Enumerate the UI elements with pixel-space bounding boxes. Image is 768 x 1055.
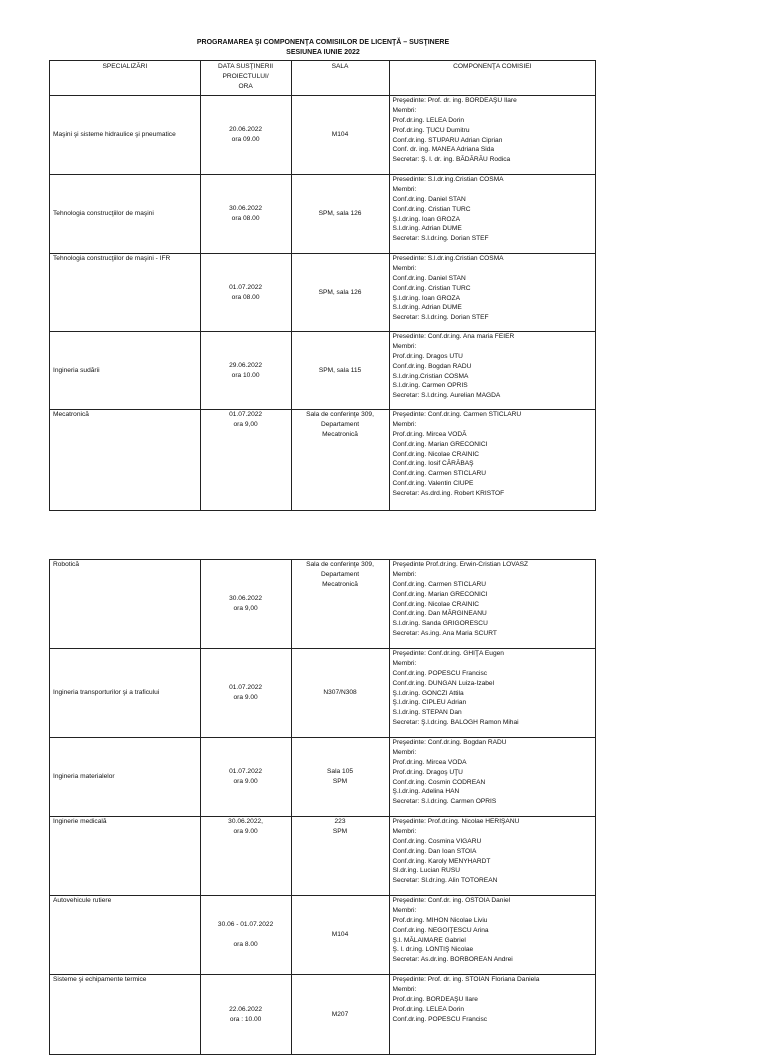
time-text: ora 9.00 [233,694,258,701]
committee-line: Prof.dr.ing. BORDEAŞU Ilare [392,995,478,1003]
header-room: SALA [291,61,389,96]
time-text: ora 10.00 [231,371,260,379]
date-text: 29.06.2022 [229,361,263,369]
committee-line: Conf.dr.ing. Karoly MENYHARDT [392,857,491,865]
committee-line: Prof.dr.ing. Dragos UTU [392,352,463,360]
committee-line: Conf.dr.ing. Daniel STAN [392,274,466,282]
room-cell [291,560,389,649]
room-cell [291,410,389,511]
room-cell [291,738,389,817]
date-cell [200,96,291,175]
date-text: 01.07.2022 [229,684,263,692]
room-line: 223 [334,818,346,825]
table-row [50,96,596,175]
committee-line: Prof.dr.ing. Mircea VODĂ [392,430,467,438]
committee-line: Membri: [392,264,417,272]
committee-line: Sl.dr.ing. Lucian RUSU [392,867,460,875]
room-line: Sala de conferinţe 309, [306,411,374,418]
committee-line: Secretar: S.l.dr.ing. Aurelian MAGDA [392,392,501,400]
time-text: ora 9.00 [233,827,258,835]
specialization-cell: Tehnologia construcţiilor de maşini [50,175,201,254]
room-cell: M104 [291,96,389,175]
committee-line: Conf.dr.ing. Dan Ioan STOIA [392,847,477,855]
committee-cell [389,254,595,332]
table-row [50,254,596,332]
committee-cell [389,175,595,254]
room-line: SPM [332,778,348,785]
table-row [50,560,596,649]
spacer [204,930,288,940]
time-text: ora 9,00 [233,420,258,428]
committee-line: S.l.dr.ing.Cristian COSMA [392,372,469,380]
date-text: 30.06.2022 [229,595,263,603]
committee-cell [389,975,595,1055]
specialization-cell: Autovehicule rutiere [50,896,201,975]
committee-line: Ş.l.dr.ing. GONCZI Attila [392,689,464,697]
committee-line: Secretar: S.l.dr.ing. Carmen OPRIS [392,798,497,806]
committee-line: Secretar: Ş.l.dr.ing. BALOGH Ramon Mihai [392,719,519,727]
committee-line: Conf.dr.ing. Cosmina VIGARU [392,837,482,845]
committee-line: Prof.dr.ing. LELEA Dorin [392,1005,465,1013]
room-cell: N307/N308 [291,649,389,738]
committee-line: Presedinte: Conf.dr.ing. Ana maria FEIER [392,333,515,340]
committee-line: Ş. l. dr.ing. LONTIŞ Nicolae [392,946,474,954]
committee-line: Secretar: S.l.dr.ing. Dorian STEF [392,235,489,243]
date-cell [200,175,291,254]
committee-line: Ş.l.dr.ing. Ioan GROZA [392,215,460,223]
committee-cell [389,738,595,817]
header-date-line1: DATA SUSŢINERII [218,63,274,70]
committee-line: Membri: [392,827,417,835]
specialization-cell: Ingineria transporturilor şi a traficului [50,649,201,738]
room-line: Mecatronică [322,580,358,588]
committee-line: Secretar: As.dr.ing. BORBOREAN Andrei [392,956,513,964]
table-row [50,817,596,896]
committee-cell [389,817,595,896]
committee-line: Conf.dr.ing. Daniel STAN [392,195,466,203]
committee-cell [389,410,595,511]
table-header-row [50,61,596,96]
committee-cell [389,560,595,649]
committee-line: S.l.dr.ing. Carmen OPRIS [392,382,468,390]
date-text: 30.06.2022, [228,818,264,825]
date-cell [200,817,291,896]
time-text: ora 08.00 [231,215,260,222]
date-text: 22.06.2022 [229,1005,263,1013]
committee-line: Conf.dr.ing. POPESCU Francisc [392,669,488,677]
header-date-line3: ORA [238,82,253,90]
room-cell: SPM, sala 126 [291,175,389,254]
committee-line: Preşedinte: Prof. dr. ing. STOIAN Floriana Daniela [392,976,540,983]
schedule-table-1 [49,60,596,511]
committee-line: Prof.dr.ing. ŢUCU Dumitru [392,126,470,134]
document-title: PROGRAMAREA ŞI COMPONENŢA COMISIILOR DE LICENŢĂ – SUSŢINERE [196,39,450,46]
date-cell [200,738,291,817]
room-cell: M104 [291,896,389,975]
committee-cell [389,332,595,410]
date-cell [200,896,291,975]
committee-line: Conf.dr.ing. STUPARU Adrian Ciprian [392,136,503,144]
committee-line: Preşedinte: Conf.dr. ing. OSTOIA Daniel [392,897,511,904]
committee-line: Conf.dr.ing. DUNGAN Luiza-Izabel [392,679,495,687]
committee-line: Conf.dr.ing. Marian GRECONICI [392,440,488,448]
committee-line: Membri: [392,906,417,914]
table-row [50,175,596,254]
committee-line: Secretar: As.drd.ing. Robert KRISTOF [392,490,505,498]
header-committee: COMPONENŢA COMISIEI [389,61,595,96]
committee-line: Prof.dr.ing. Dragoş UŢU [392,768,463,776]
specialization-cell: Robotică [50,560,201,649]
committee-line: Membri: [392,985,417,993]
specialization-cell: Ingineria sudării [50,332,201,410]
committee-line: Conf.dr.ing. POPESCU Francisc [392,1015,488,1023]
table-row [50,896,596,975]
committee-line: Conf.dr.ing. Carmen STICLARU [392,470,486,478]
committee-line: Conf.dr.ing. Bogdan RADU [392,362,472,370]
header-specialization: SPECIALIZĂRI [50,61,201,96]
date-cell [200,560,291,649]
room-line: Sala de conferinţe 309, [306,561,374,568]
specialization-cell: Tehnologia construcţiilor de maşini - IFR [50,254,201,332]
header-date [200,61,291,96]
time-text: ora : 10.00 [229,1015,262,1023]
committee-line: Membri: [392,342,417,350]
date-text: 01.07.2022 [229,768,263,776]
committee-line: Conf.dr.ing. Carmen STICLARU [392,580,486,588]
committee-line: Membri: [392,106,417,114]
table-row [50,649,596,738]
time-text: ora 8.00 [233,940,258,948]
committee-cell [389,649,595,738]
committee-cell [389,96,595,175]
committee-line: Conf.dr.ing. Cristian TURC [392,284,471,292]
date-cell [200,410,291,511]
committee-line: S.l.dr.ing. STEPAN Dan [392,709,462,717]
room-cell: M207 [291,975,389,1055]
date-text: 01.07.2022 [229,411,263,418]
committee-line: Ş.l. MĂLAIMARE Gabriel [392,936,466,944]
committee-line: Conf.dr.ing. Dan MĂRGINEANU [392,610,487,618]
committee-line: S.l.dr.ing. Adrian DUME [392,225,462,233]
committee-line: Ş.l.dr.ing. Adelina HAN [392,788,460,796]
committee-line: Membri: [392,570,417,578]
room-cell: SPM, sala 115 [291,332,389,410]
date-cell [200,254,291,332]
header-date-line2: PROIECTULUI/ [222,72,269,80]
committee-line: Conf.dr.ing. Cosmin CODREAN [392,778,486,786]
committee-line: Conf.dr.ing. Nicolae CRAINIC [392,600,480,608]
specialization-cell: Ingineria materialelor [50,738,201,817]
committee-line: Prof.dr.ing. LELEA Dorin [392,116,465,124]
committee-line: Conf.dr.ing. Marian GRECONICI [392,590,488,598]
date-cell [200,975,291,1055]
room-line: Mecatronică [322,430,358,438]
committee-line: Secretar: S.l.dr.ing. Dorian STEF [392,314,489,322]
table-row [50,975,596,1055]
specialization-cell: Sisteme şi echipamente termice [50,975,201,1055]
committee-line: Conf.dr.ing. Nicolae CRAINIC [392,450,480,458]
specialization-cell: Mecatronică [50,410,201,511]
date-text: 30.06 - 01.07.2022 [217,921,274,929]
date-text: 30.06.2022 [229,205,263,213]
committee-line: Conf.dr.ing. Valentin CIUPE [392,480,474,488]
time-text: ora 08.00 [231,293,260,301]
specialization-cell: Inginerie medicală [50,817,201,896]
committee-line: Conf.dr.ing. NEGOIŢESCU Arina [392,926,489,934]
committee-line: Membri: [392,748,417,756]
committee-line: Conf.dr.ing. Cristian TURC [392,205,471,213]
time-text: ora 9,00 [233,605,258,612]
committee-line: Membri: [392,185,417,193]
committee-line: Preşedinte: Conf.dr.ing. Bogdan RADU [392,739,507,746]
table-row [50,738,596,817]
room-cell [291,817,389,896]
committee-line: Prof.dr.ing. MIHON Nicolae Liviu [392,916,488,924]
schedule-table-2 [49,559,596,1055]
room-line: Departament [320,420,360,428]
date-cell [200,649,291,738]
date-cell [200,332,291,410]
room-cell: SPM, sala 126 [291,254,389,332]
committee-line: Membri: [392,659,417,667]
committee-line: Preşedinte: Conf.dr.ing. GHIŢA Eugen [392,650,504,657]
committee-line: Conf. dr. ing. MANEA Adriana Sida [392,146,495,154]
room-line: SPM [332,827,348,835]
date-text: 20.06.2022 [229,126,263,134]
committee-line: Preşedinte: Conf.dr.ing. Carmen STICLARU [392,411,522,418]
committee-line: Prof.dr.ing. Mircea VODA [392,758,467,766]
specialization-cell: Maşini şi sisteme hidraulice şi pneumatice [50,96,201,175]
committee-line: Secretar: Ş. l. dr. ing. BĂDĂRĂU Rodica [392,156,511,164]
table-row [50,332,596,410]
room-line: Departament [320,570,360,578]
table-row [50,410,596,511]
committee-line: S.l.dr.ing. Sanda GRIGORESCU [392,620,488,628]
committee-line: Preşedinte: Prof.dr.ing. Nicolae HERIŞANU [392,818,520,825]
committee-line: S.l.dr.ing. Adrian DUME [392,304,462,312]
committee-line: Secretar: Sl.dr.ing. Alin TOTOREAN [392,877,498,885]
document-subtitle: SESIUNEA IUNIE 2022 [286,49,360,56]
committee-line: Ş.l.dr.ing. CIPLEU Adrian [392,699,467,707]
committee-line: Ş.l.dr.ing. Ioan GROZA [392,294,460,302]
committee-line: Presedinte: S.l.dr.ing.Cristian COSMA [392,255,504,262]
time-text: ora 9.00 [233,778,258,785]
committee-line: Membri: [392,420,417,428]
committee-line: Preşedinte: Prof. dr. ing. BORDEAŞU Ilare [392,97,517,104]
committee-cell [389,896,595,975]
date-text: 01.07.2022 [229,283,263,291]
committee-line: Preşedinte Prof.dr.ing. Erwin-Cristian LOVASZ [392,561,529,568]
committee-line: Secretar: As.ing. Ana Maria SCURT [392,630,497,638]
committee-line: Conf.dr.ing. Iosif CĂRĂBAŞ [392,460,474,468]
time-text: ora 09.00 [231,136,260,143]
room-line: Sala 105 [327,768,354,776]
committee-line: Presedinte: S.l.dr.ing.Cristian COSMA [392,176,504,183]
